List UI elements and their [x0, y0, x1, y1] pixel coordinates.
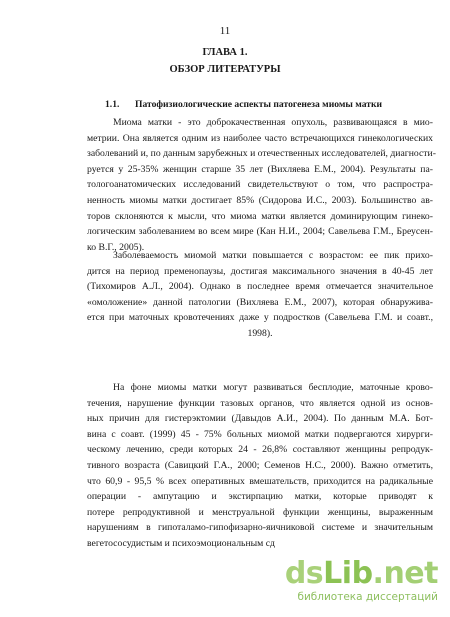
text-line: метрии. Она является одним из наиболее часто встречающихся гинекологических [87, 132, 433, 144]
text-line: На фоне миомы матки могут развиваться бесплодие, маточные крово- [113, 382, 433, 393]
text-line: руется у 25-35% женщин старше 35 лет (Вихляева Е.М., 2004). Результаты па- [87, 163, 433, 175]
dslib-watermark [284, 556, 438, 607]
text-line: Миома матки - это доброкачественная опухоль, развивающаяся в мио- [113, 117, 433, 128]
text-line: ко В.Г., 2005). [87, 241, 145, 253]
chapter-title: ГЛАВА 1. [202, 47, 248, 58]
text-line: ных причин для гистерэктомии (Давыдов А.И., 2004). По данным М.А. Бот- [87, 413, 433, 425]
watermark-logo-ds: ds [284, 556, 324, 591]
watermark-subtitle: библиотека диссертаций [297, 591, 438, 603]
page-number: 11 [219, 25, 231, 37]
text-line: потере репродуктивной и менструальной функции женщины, выраженным [87, 506, 433, 518]
text-line: ненность миомы матки достигает 85% (Сидорова И.С., 2003). Большинство ав- [87, 194, 433, 206]
text-line: тологоанатомических исследований свидетельствуют о том, что распростра- [87, 179, 433, 191]
text-line: нарушениям в гипоталамо-гипофизарно-яичниковой системе и значительным [87, 522, 433, 534]
text-line: ется при маточных кровотечениях даже у подростков (Савельева Г.М. и соавт., [87, 312, 433, 324]
text-line: «омоложение» данной патологии (Вихляева Е.М., 2007), которая обнаружива- [87, 296, 433, 308]
text-line: тивного возраста (Савицкий Г.А., 2000; Семенов Н.С., 2000). Важно отметить, [87, 459, 433, 471]
section-number: 1.1. [105, 99, 120, 110]
paragraph [87, 380, 433, 552]
text-line: что 60,9 - 95,5 % всех оперативных вмешательств, приходится на радикальные [87, 475, 433, 487]
text-line: Заболеваемость миомой матки повышается с возрастом: ее пик прихо- [113, 250, 433, 261]
watermark-logo-net: .net [372, 556, 438, 591]
section-heading [105, 99, 382, 111]
chapter-subtitle: ОБЗОР ЛИТЕРАТУРЫ [169, 64, 281, 75]
text-line: вегетососудистым и психоэмоциональным сд [87, 537, 275, 549]
section-title: Патофизиологические аспекты патогенеза миомы матки [135, 99, 383, 110]
watermark-logo-lib: Lib [323, 556, 373, 591]
text-line: торов склоняются к мысли, что миома матки является доминирующим гинеко- [87, 210, 433, 222]
text-line: вина с соавт. (1999) 45 - 75% больных миомой матки подвергаются хирурги- [87, 428, 433, 440]
paragraph [87, 248, 433, 342]
text-line: (Тихомиров А.Л., 2004). Однако в последнее время отмечается значительное [87, 281, 433, 293]
text-line: дится на период пременопаузы, достигая максимального значения в 40-45 лет [87, 265, 433, 277]
text-line: операции - ампутацию и экстирпацию матки, которые приводят к [87, 491, 433, 503]
text-line: 1998). [247, 327, 273, 339]
text-line: заболеваний и, по данным зарубежных и отечественных исследователей, диагности- [87, 148, 436, 160]
watermark-logo [285, 557, 438, 591]
paragraph [87, 115, 436, 255]
text-line: логическим заболеванием во всем мире (Кан Н.И., 2004; Савельева Г.М., Бреусен- [87, 226, 433, 238]
text-line: течения, нарушение функции тазовых органов, что является одной из основ- [87, 397, 433, 409]
text-line: ческому лечению, среди которых 24 - 26,8% составляют женщины репродук- [87, 444, 433, 456]
